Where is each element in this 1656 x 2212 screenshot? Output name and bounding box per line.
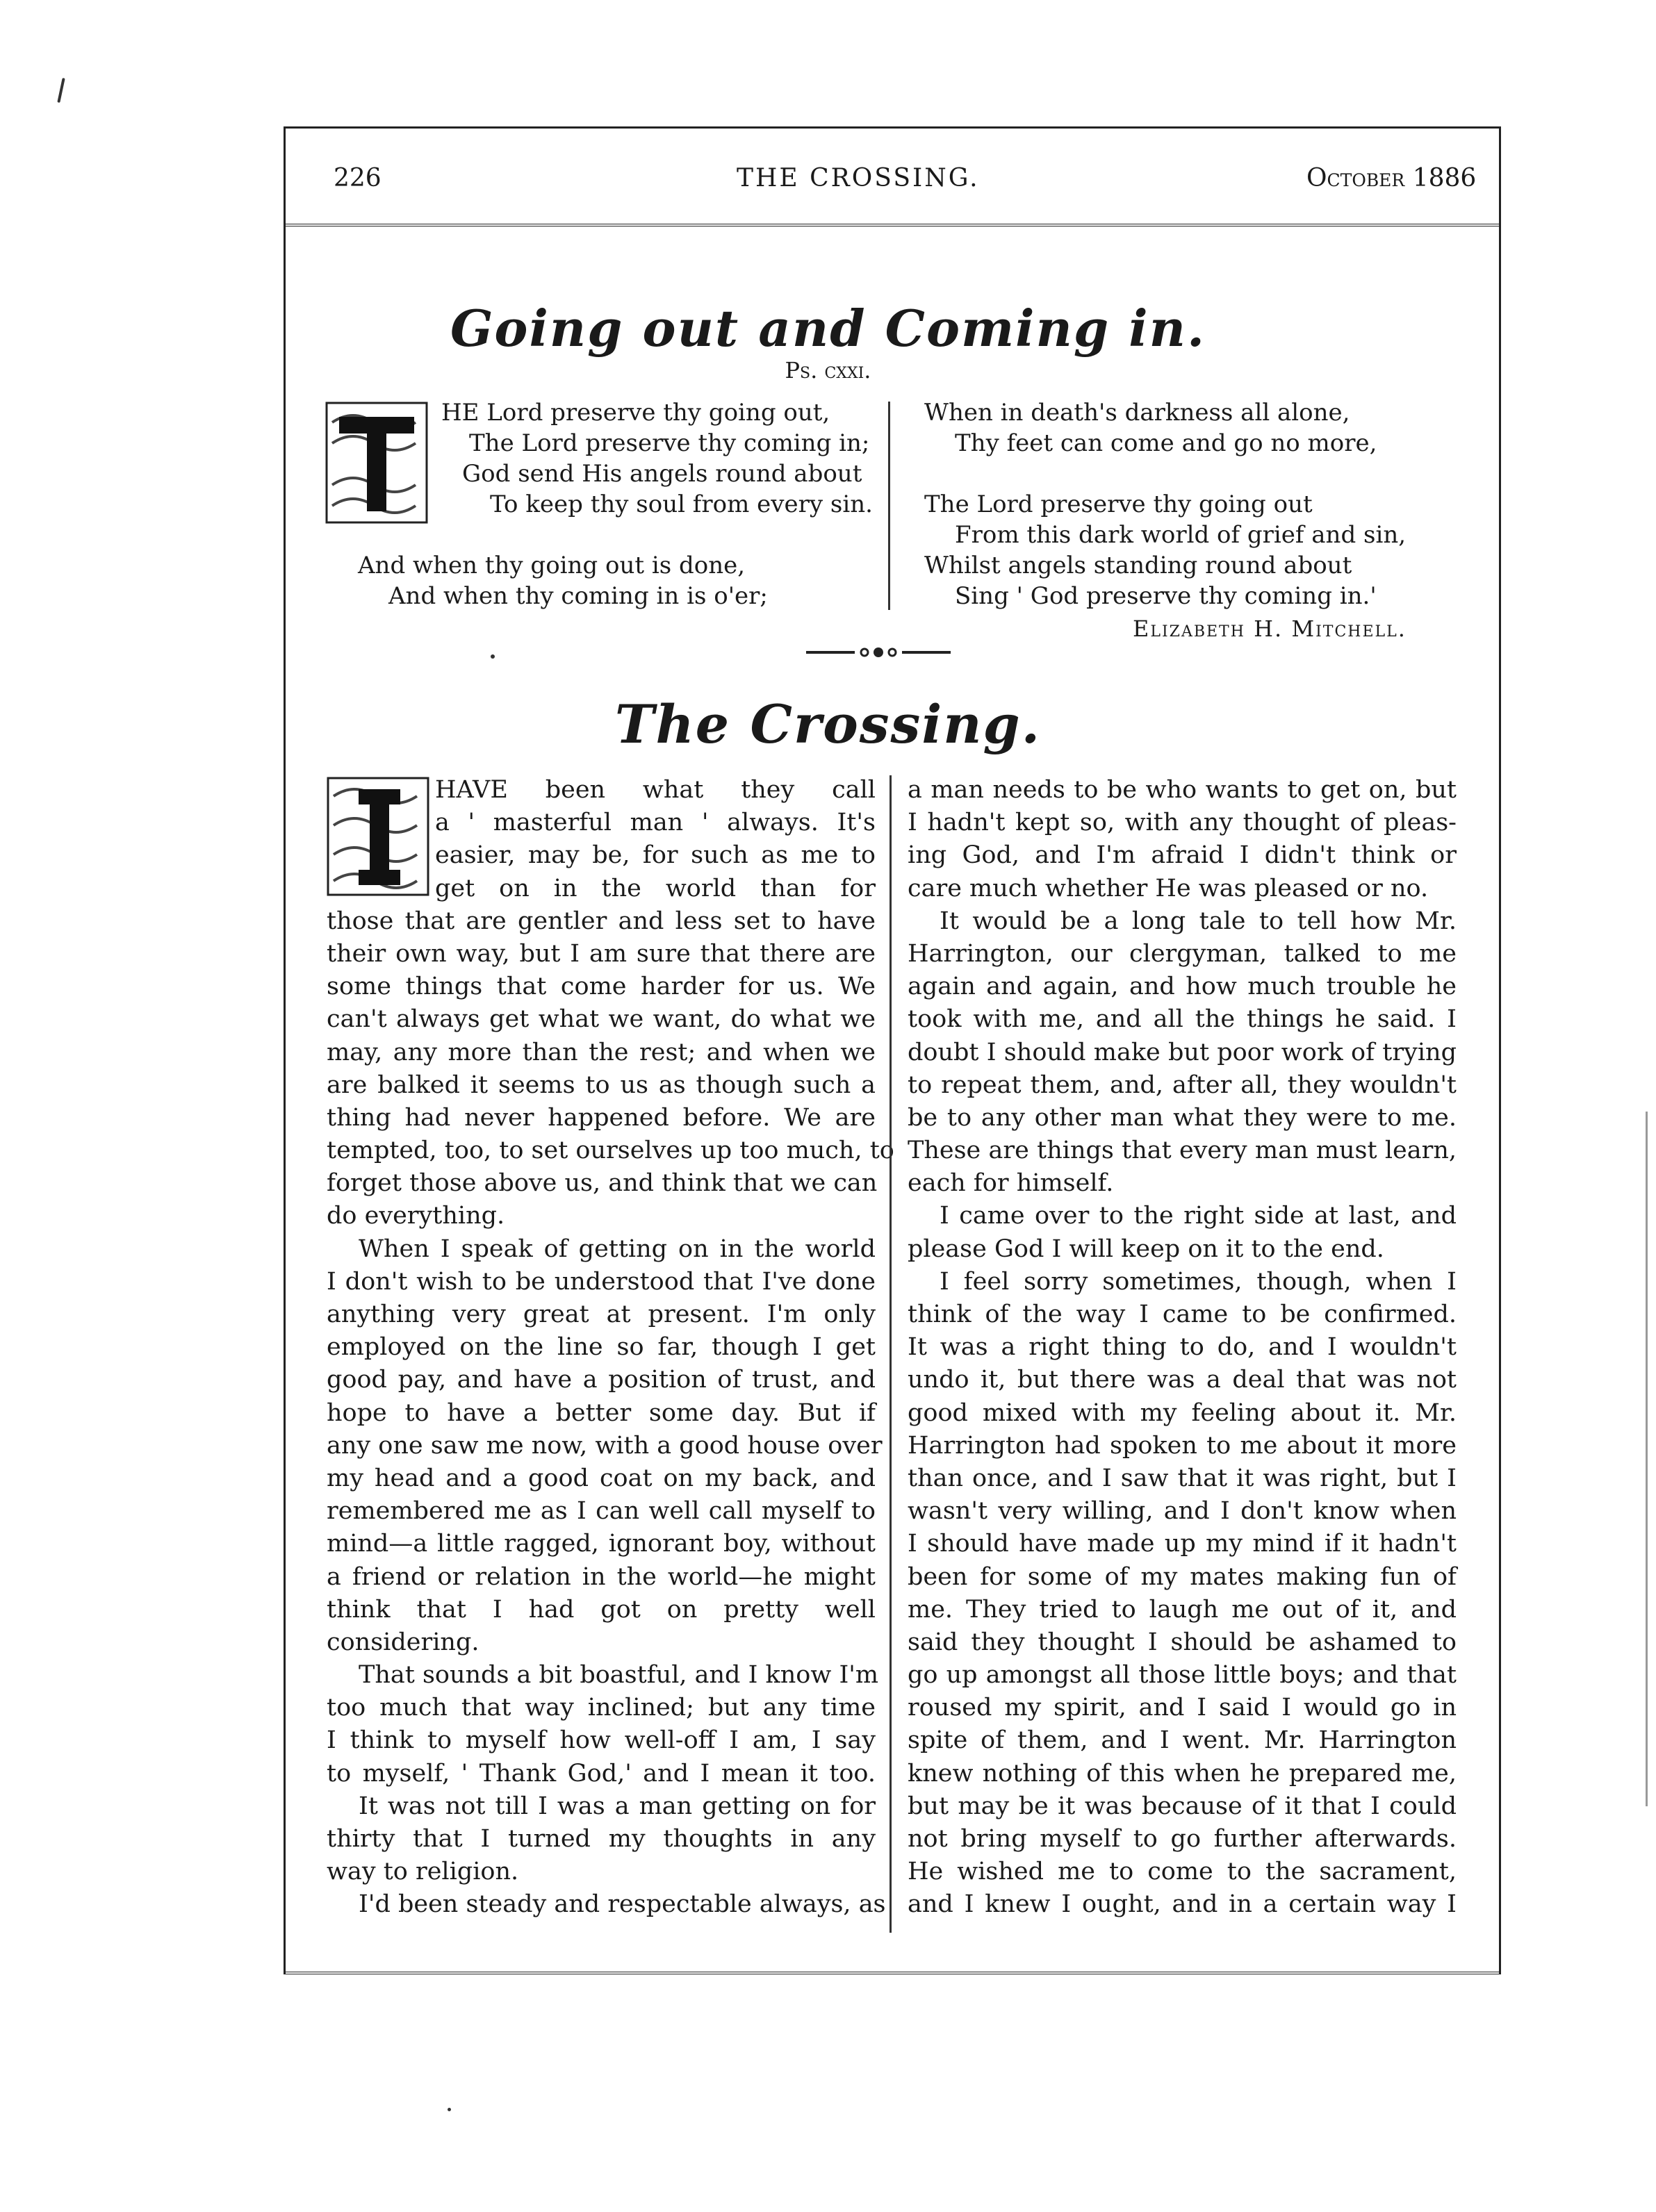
poem-line: Thy feet can come and go no more, xyxy=(955,429,1377,457)
text-line: doubt I should make but poor work of trying xyxy=(908,1038,1457,1066)
poem-line: And when thy going out is done, xyxy=(358,552,746,579)
text-line: those that are gentler and less set to have xyxy=(327,907,876,935)
poem-line: The Lord preserve thy going out xyxy=(924,490,1313,518)
text-line: be to any other man what they were to me. xyxy=(908,1103,1457,1132)
text-line: Harrington had spoken to me about it more xyxy=(908,1431,1457,1460)
poem-line: HE Lord preserve thy going out, xyxy=(441,399,830,427)
text-line: wasn't very willing, and I don't know when xyxy=(908,1497,1457,1526)
poem-line: Whilst angels standing round about xyxy=(924,552,1352,579)
text-line: I feel sorry sometimes, though, when I xyxy=(940,1267,1457,1296)
text-line: me. They tried to laugh me out of it, and xyxy=(908,1595,1457,1624)
article-column-right xyxy=(908,774,1457,1922)
text-line: ing God, and I'm afraid I didn't think or xyxy=(908,841,1457,870)
text-line: a friend or relation in the world—he might xyxy=(327,1562,876,1591)
text-line: I think to myself how well-off I am, I say xyxy=(327,1726,876,1755)
text-line: than once, and I saw that it was right, but I xyxy=(908,1464,1457,1492)
article-column-left xyxy=(327,774,894,1922)
text-line: undo it, but there was a deal that was not xyxy=(908,1366,1457,1394)
text-line: can't always get what we want, do what we xyxy=(327,1005,876,1034)
scan-speck xyxy=(491,654,495,659)
text-line: may, any more than the rest; and when we xyxy=(327,1038,876,1066)
text-line: been for some of my mates making fun of xyxy=(908,1562,1457,1591)
text-line: He wished me to come to the sacrament, xyxy=(908,1858,1457,1886)
scan-edge xyxy=(1646,1112,1648,1806)
bottom-border-rule xyxy=(284,1972,1499,1974)
text-line: good pay, and have a position of trust, and xyxy=(327,1366,876,1394)
text-line: anything very great at present. I'm only xyxy=(327,1301,876,1328)
text-line: mind—a little ragged, ignorant boy, without xyxy=(327,1530,876,1558)
text-line: go up amongst all those little boys; and that xyxy=(908,1661,1457,1690)
text-line: to repeat them, and, after all, they wouldn't xyxy=(908,1071,1457,1099)
poem-title: Going out and Coming in. xyxy=(450,299,1206,358)
text-line: get on in the world than for xyxy=(435,874,876,902)
text-line: It was a right thing to do, and I wouldn't xyxy=(908,1333,1457,1362)
text-line: good mixed with my feeling about it. Mr. xyxy=(908,1398,1457,1427)
text-line: spite of them, and I went. Mr. Harrington xyxy=(908,1726,1457,1755)
text-line: but may be it was because of it that I could xyxy=(908,1792,1457,1820)
text-line: forget those above us, and think that we can xyxy=(327,1169,878,1198)
text-line: each for himself. xyxy=(908,1169,1114,1198)
text-line: a ' masterful man ' always. It's xyxy=(435,809,876,837)
text-line: please God I will keep on it to the end. xyxy=(908,1235,1384,1263)
scan-speck xyxy=(448,2108,451,2111)
poem-line: God send His angels round about xyxy=(462,460,862,488)
text-line: employed on the line so far, though I get xyxy=(327,1333,876,1362)
psalm-reference: Ps. cxxi. xyxy=(785,357,871,383)
text-line: way to religion. xyxy=(327,1858,519,1886)
text-line: again and again, and how much trouble he xyxy=(908,973,1457,1001)
article-title: The Crossing. xyxy=(614,693,1042,755)
text-line: do everything. xyxy=(327,1202,505,1230)
text-line: Harrington, our clergyman, talked to me xyxy=(908,939,1457,968)
text-line: considering. xyxy=(327,1628,479,1656)
poem-line: From this dark world of grief and sin, xyxy=(955,521,1407,549)
text-line: I should have made up my mind if it hadn't xyxy=(908,1530,1457,1558)
poem-right-stanza xyxy=(924,397,1425,611)
text-line: knew nothing of this when he prepared me, xyxy=(908,1759,1457,1788)
poem-line: And when thy coming in is o'er; xyxy=(388,582,768,610)
text-line: When I speak of getting on in the world xyxy=(359,1235,876,1263)
text-line: to myself, ' Thank God,' and I mean it too. xyxy=(327,1759,876,1788)
header-rule xyxy=(284,224,1499,226)
text-line: care much whether He was pleased or no. xyxy=(908,874,1429,902)
page-number: 226 xyxy=(334,164,382,192)
text-line: I hadn't kept so, with any thought of pleas- xyxy=(908,809,1457,837)
poem-line: When in death's darkness all alone, xyxy=(924,399,1350,427)
text-line: HAVE been what they call xyxy=(435,776,876,804)
text-line: tempted, too, to set ourselves up too much, to xyxy=(327,1137,894,1165)
text-line: think that I had got on pretty well xyxy=(327,1595,876,1624)
text-line: my head and a good coat on my back, and xyxy=(327,1464,876,1492)
text-line: said they thought I should be ashamed to xyxy=(908,1628,1457,1656)
text-line: I came over to the right side at last, and xyxy=(940,1202,1457,1230)
text-line: not bring myself to go further afterwards. xyxy=(908,1825,1457,1853)
text-line: These are things that every man must learn, xyxy=(908,1137,1457,1165)
poem-line: Sing ' God preserve thy coming in.' xyxy=(955,582,1377,610)
issue-date: October 1886 xyxy=(1306,164,1477,192)
text-line: a man needs to be who wants to get on, but xyxy=(908,776,1457,804)
text-line: any one saw me now, with a good house over xyxy=(327,1431,883,1460)
section-ornament-icon xyxy=(806,642,951,663)
poem-author: Elizabeth H. Mitchell. xyxy=(1133,616,1407,642)
text-line: It would be a long tale to tell how Mr. xyxy=(940,907,1457,935)
text-line: hope to have a better some day. But if xyxy=(327,1398,876,1427)
text-line: thing had never happened before. We are xyxy=(327,1103,876,1132)
scan-mark xyxy=(57,78,65,103)
text-line: I'd been steady and respectable always, as xyxy=(359,1890,886,1919)
text-line: took with me, and all the things he said. I xyxy=(908,1005,1457,1034)
text-line: are balked it seems to us as though such a xyxy=(327,1071,876,1099)
text-line: It was not till I was a man getting on for xyxy=(359,1792,876,1820)
text-line: too much that way inclined; but any time xyxy=(327,1694,876,1722)
text-line: think of the way I came to be confirmed. xyxy=(908,1301,1457,1328)
article-column-divider xyxy=(890,775,892,1933)
text-line: thirty that I turned my thoughts in any xyxy=(327,1825,876,1853)
poem-line: To keep thy soul from every sin. xyxy=(490,490,873,518)
poem-line: The Lord preserve thy coming in; xyxy=(469,429,870,457)
text-line: their own way, but I am sure that there are xyxy=(327,939,876,968)
text-line: and I knew I ought, and in a certain way I xyxy=(908,1890,1457,1919)
text-line: easier, may be, for such as me to xyxy=(435,841,876,870)
poem-left-stanza xyxy=(358,397,886,611)
running-title: THE CROSSING. xyxy=(737,164,980,192)
poem-column-divider xyxy=(888,402,890,610)
text-line: some things that come harder for us. We xyxy=(327,973,876,1001)
text-line: I don't wish to be understood that I've done xyxy=(327,1267,876,1296)
text-line: roused my spirit, and I said I would go in xyxy=(908,1694,1457,1722)
text-line: That sounds a bit boastful, and I know I'm xyxy=(359,1661,879,1690)
text-line: remembered me as I can well call myself to xyxy=(327,1497,876,1526)
